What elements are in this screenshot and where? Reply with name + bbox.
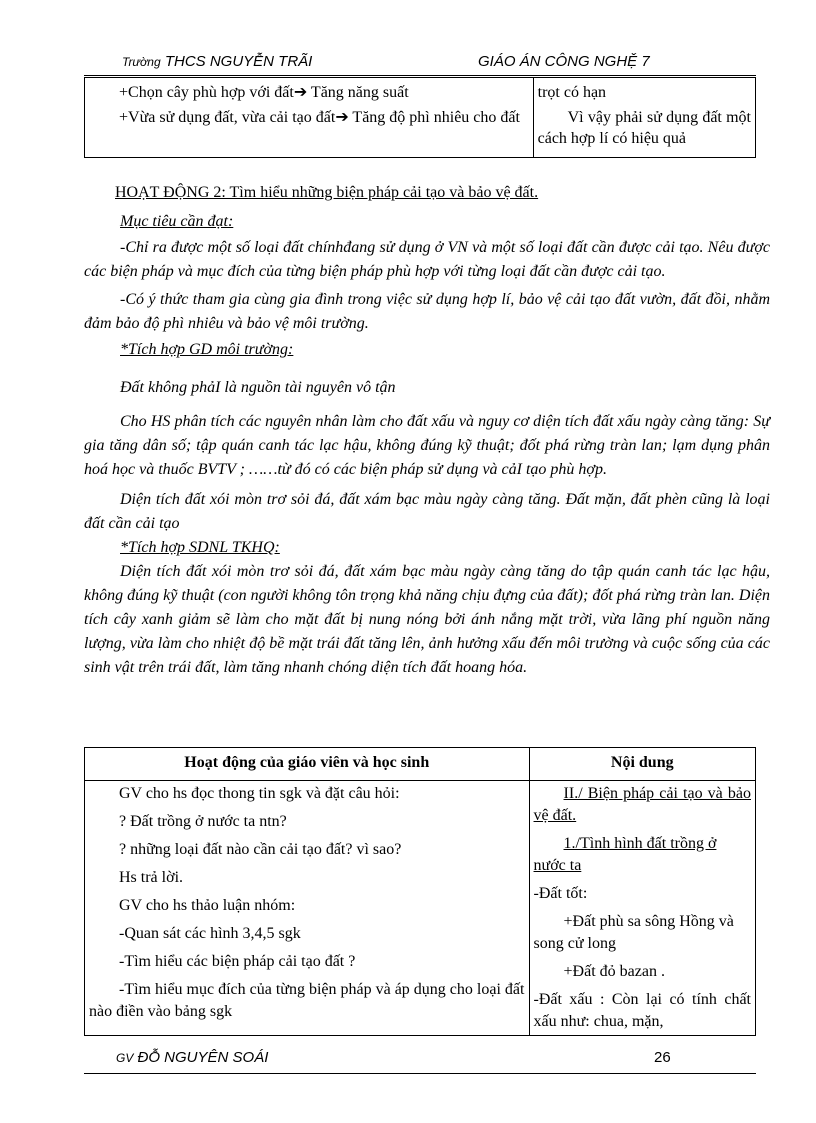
footer-divider [84, 1073, 756, 1074]
content-cell [529, 781, 755, 1036]
table-cell-right [533, 78, 755, 158]
list-item: ? những loại đất nào cần cải tạo đất? vì sao? [119, 841, 402, 858]
page-footer [116, 1049, 676, 1066]
list-item: GV cho hs đọc thong tin sgk và đặt câu hỏi: [119, 785, 400, 802]
list-item: Hs trả lời. [119, 869, 184, 886]
energy-paragraph: Diện tích đất xói mòn trơ sỏi đá, đất xám bạc màu ngày càng tăng do tập quán canh tác lạc hậu, không đúng kỹ thuật (con người không tôn trọng khả năng chịu đựng của đất); đốt phá rừng tràn lan. Diện tích cây xanh giảm sẽ làm cho mặt đất bị nung nóng bởi ánh nắng mặt trời, vừa lãng phí nguồn năng lượng, vừa làm cho nhiệt độ bề mặt trái đất tăng lên, ảnh hưởng xấu đến môi trường và cuộc sống của các sinh vật trên trái đất, làm tăng nhanh chóng diện tích đất hoang hóa. [84, 563, 770, 676]
env-paragraph-3: Diện tích đất xói mòn trơ sỏi đá, đất xám bạc màu ngày càng tăng. Đất mặn, đất phèn cũng là loại đất cần cải tạo [84, 491, 770, 532]
objectives-heading: Mục tiêu cần đạt: [120, 213, 234, 230]
list-item: -Tìm hiểu các biện pháp cải tạo đất ? [119, 953, 356, 970]
env-heading: *Tích hợp GD môi trường: [120, 341, 294, 358]
list-item: trọt có hạn [537, 84, 607, 101]
school-name: THCS NGUYỄN TRÃI [164, 53, 313, 70]
section-title: II./ Biện pháp cải tạo và bảo vệ đất. [533, 785, 751, 824]
teacher-name: ĐỖ NGUYÊN SOÁI [137, 1049, 269, 1066]
list-item: +Vừa sử dụng đất, vừa cải tạo đất➔ Tăng độ phì nhiêu cho đất [119, 109, 520, 126]
table-cell-left [85, 78, 534, 158]
list-item: -Tìm hiểu mục đích của từng biện pháp và áp dụng cho loại đất nào điền vào bảng sgk [89, 981, 525, 1020]
subsection-title: 1./Tình hình đất trồng ở nước ta [533, 835, 717, 874]
column-header-content: Nội dung [529, 748, 755, 781]
objective-2: -Có ý thức tham gia cùng gia đình trong việc sử dụng hợp lí, bảo vệ cải tạo đất vườn, đất đồi, nhằm đảm bảo độ phì nhiêu và bảo vệ môi trường. [84, 291, 770, 332]
list-item: +Chọn cây phù hợp với đất➔ Tăng năng suất [119, 84, 409, 101]
page-number: 26 [654, 1049, 671, 1066]
objective-1: -Chỉ ra được một số loại đất chínhđang sử dụng ở VN và một số loại đất cần được cải tạo. Nêu được các biện pháp và mục đích của từng biện pháp phù hợp với từng loại đất cần được cải tạo. [84, 239, 770, 280]
teacher-student-activity-cell [85, 781, 530, 1036]
table-row [85, 78, 756, 158]
list-item: Vì vậy phải sử dụng đất một cách hợp lí có hiệu quả [537, 109, 751, 147]
activity-body [84, 210, 770, 680]
env-paragraph-2: Cho HS phân tích các nguyên nhân làm cho đất xấu và nguy cơ diện tích đất xấu ngày càng tăng: Sự gia tăng dân số; tập quán canh tác lạc hậu, không đúng kỹ thuật; đốt phá rừng tràn lan; lạm dụng phân hoá học và thuốc BVTV ; ……từ đó có các biện pháp sử dụng và cảI tạo phù hợp. [84, 413, 770, 478]
activity-table [84, 747, 756, 1036]
list-item: -Quan sát các hình 3,4,5 sgk [119, 925, 301, 942]
column-header-activity: Hoạt động của giáo viên và học sinh [85, 748, 530, 781]
subject-title: GIÁO ÁN CÔNG NGHỆ 7 [478, 53, 650, 70]
energy-heading: *Tích hợp SDNL TKHQ: [120, 539, 280, 556]
list-item: GV cho hs thảo luận nhóm: [119, 897, 296, 914]
env-paragraph-1: Đất không phảI là nguồn tài nguyên vô tận [120, 379, 396, 396]
table-header-row [85, 748, 756, 781]
good-soil-label: -Đất tốt: [533, 885, 588, 902]
good-soil-item: +Đất đỏ bazan . [563, 963, 665, 980]
bad-soil-label: -Đất xấu : Còn lại có tính chất xấu như: chua, mặn, [533, 991, 751, 1030]
page-header [122, 53, 682, 77]
teacher-prefix: GV [116, 1051, 134, 1065]
list-item: ? Đất trồng ở nước ta ntn? [119, 813, 287, 830]
table-row [85, 781, 756, 1036]
header-divider [84, 75, 756, 76]
activity-title: HOẠT ĐỘNG 2: Tìm hiểu những biện pháp cải tạo và bảo vệ đất. [115, 184, 539, 201]
continuation-table [84, 77, 756, 158]
good-soil-item: +Đất phù sa sông Hồng và song cử long [533, 913, 734, 952]
school-label: Trường THCS NGUYỄN TRÃI [122, 53, 313, 70]
